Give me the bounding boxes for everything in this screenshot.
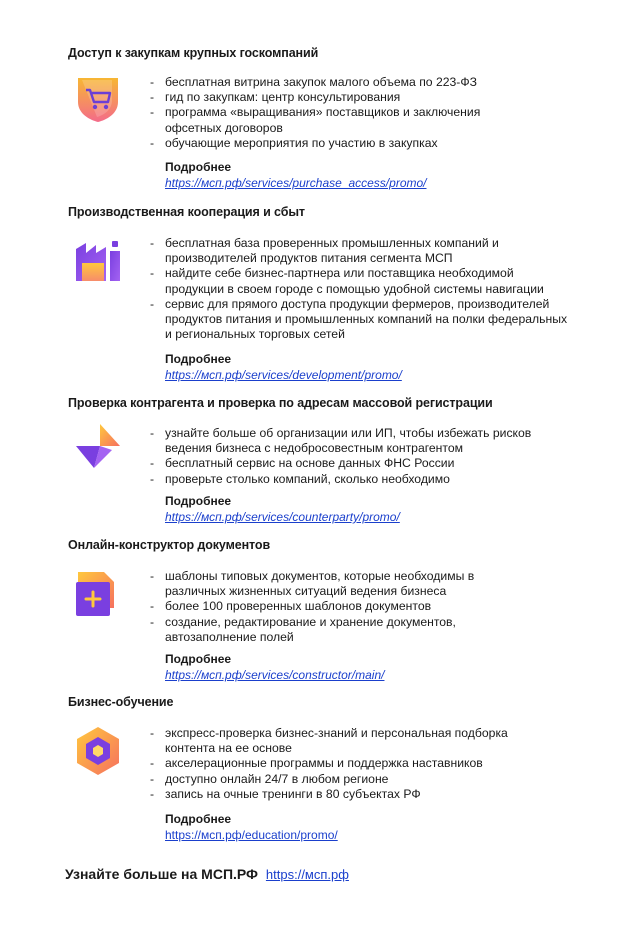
lightning-check-icon	[72, 420, 124, 472]
hexagon-education-icon	[72, 725, 124, 777]
list-item: - гид по закупкам: центр консультирования	[150, 90, 570, 105]
more-link[interactable]: https://мсп.рф/services/constructor/main/	[165, 668, 385, 682]
more-link[interactable]: https://мсп.рф/services/counterparty/promo/	[165, 510, 400, 524]
bullet-list	[150, 569, 570, 645]
document-add-icon	[72, 568, 124, 620]
list-item: - сервис для прямого доступа продукции фермеров, производителей продуктов питания и промышленных компаний на полки федеральных и региональных торговых сетей	[150, 297, 575, 343]
more-label: Подробнее	[165, 160, 232, 174]
list-item: - экспресс-проверка бизнес-знаний и персональная подборка контента на ее основе	[150, 726, 535, 756]
bullet-list	[150, 75, 570, 151]
footer-text: Узнайте больше на МСП.РФ	[65, 866, 259, 882]
list-item: - бесплатная база проверенных промышленных компаний и производителей продуктов питания сегмента МСП	[150, 236, 515, 266]
list-item: - создание, редактирование и хранение документов, автозаполнение полей	[150, 615, 475, 645]
section-title: Проверка контрагента и проверка по адресам массовой регистрации	[68, 396, 493, 410]
list-item: - обучающие мероприятия по участию в закупках	[150, 136, 570, 151]
bullet-list	[150, 236, 570, 342]
footer	[65, 866, 349, 882]
list-item: - найдите себе бизнес-партнера или поставщика необходимой продукции в своем городе с помощью удобной системы навигации	[150, 266, 560, 296]
bullet-list	[150, 726, 570, 802]
list-item: - программа «выращивания» поставщиков и заключения офсетных договоров	[150, 105, 490, 135]
list-item: - узнайте больше об организации или ИП, чтобы избежать рисков ведения бизнеса с недобросовестным контрагентом	[150, 426, 555, 456]
section-title: Бизнес-обучение	[68, 695, 174, 709]
more-link[interactable]: https://мсп.рф/education/promo/	[165, 828, 338, 842]
list-item: - более 100 проверенных шаблонов документов	[150, 599, 570, 614]
more-label: Подробнее	[165, 812, 232, 826]
list-item: - доступно онлайн 24/7 в любом регионе	[150, 772, 570, 787]
list-item: - бесплатная витрина закупок малого объема по 223-ФЗ	[150, 75, 570, 90]
more-link[interactable]: https://мсп.рф/services/development/promo/	[165, 368, 402, 382]
footer-link[interactable]: https://мсп.рф	[265, 867, 349, 882]
list-item: - запись на очные тренинги в 80 субъектах РФ	[150, 787, 570, 802]
more-link[interactable]: https://мсп.рф/services/purchase_access/promo/	[165, 176, 427, 190]
section-title: Доступ к закупкам крупных госкомпаний	[68, 46, 319, 60]
more-label: Подробнее	[165, 494, 232, 508]
more-label: Подробнее	[165, 652, 232, 666]
shopping-cart-shield-icon	[72, 72, 124, 124]
factory-icon	[72, 235, 124, 287]
more-label: Подробнее	[165, 352, 232, 366]
bullet-list	[150, 426, 570, 487]
list-item: - бесплатный сервис на основе данных ФНС России	[150, 456, 570, 471]
section-title: Онлайн-конструктор документов	[68, 538, 271, 552]
list-item: - проверьте столько компаний, сколько необходимо	[150, 472, 570, 487]
list-item: - шаблоны типовых документов, которые необходимы в различных жизненных ситуаций ведения бизнеса	[150, 569, 475, 599]
section-title: Производственная кооперация и сбыт	[68, 205, 305, 219]
list-item: - акселерационные программы и поддержка наставников	[150, 756, 570, 771]
